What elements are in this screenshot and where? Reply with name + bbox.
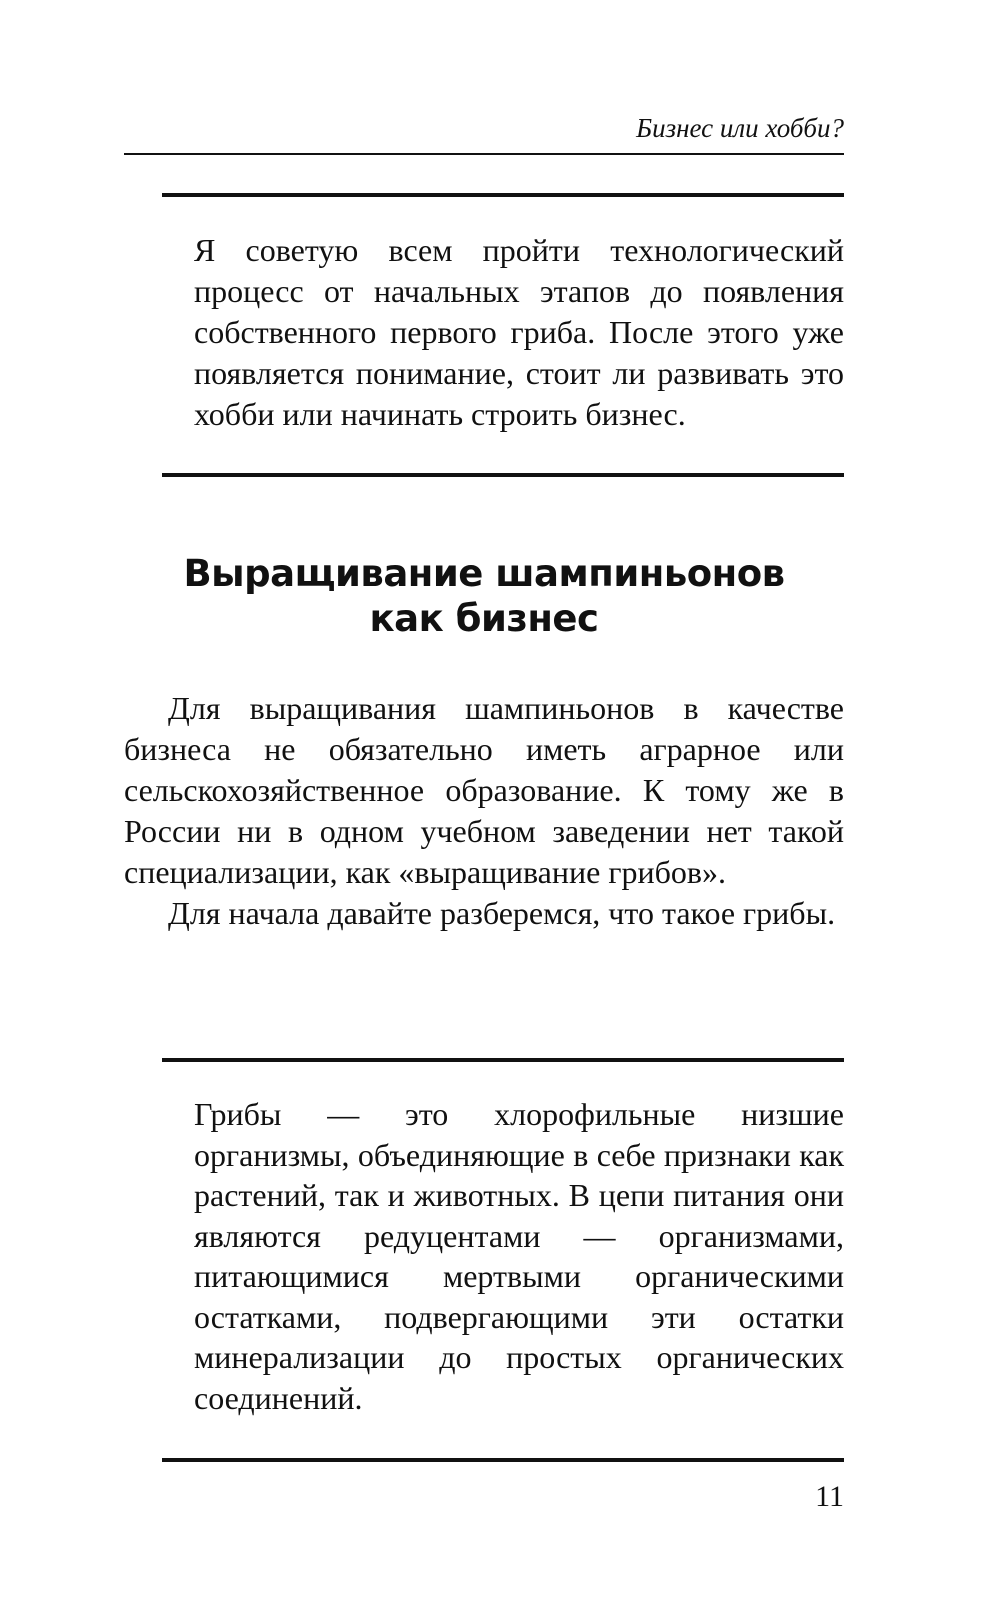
callout-top-text: Я советую всем пройти технологический процесс от начальных этапов до появления собственного первого гриба. После этого уже появляется понимание, стоит ли развивать это хобби или начинать строить бизнес.: [194, 232, 844, 432]
callout-bottom-rule-lower: [162, 1458, 844, 1462]
section-heading: [124, 551, 844, 641]
body-paragraph-2: Для начала давайте разберемся, что такое грибы.: [168, 895, 836, 931]
callout-bottom-text: Грибы — это хлорофильные низшие организмы, объединяющие в себе признаки как растений, так и животных. В цепи питания они являются редуцентами — организмами, питающимися мертвыми органическими остатками, подвергающими эти остатки минерализации до простых органических соединений.: [194, 1096, 844, 1416]
callout-top-rule-lower: [162, 473, 844, 477]
section-heading-line-2: как бизнес: [369, 597, 599, 640]
page-number: 11: [815, 1480, 844, 1513]
section-body: [124, 688, 844, 934]
callout-bottom: [194, 1094, 844, 1418]
running-head: Бизнес или хобби?: [636, 113, 844, 143]
callout-top: [194, 230, 844, 435]
callout-bottom-rule-upper: [162, 1058, 844, 1062]
callout-top-rule-upper: [162, 193, 844, 197]
header-rule: [124, 153, 844, 155]
section-heading-line-1: Выращивание шампиньонов: [183, 552, 785, 595]
body-paragraph-1: Для выращивания шампиньонов в качестве бизнеса не обязательно иметь аграрное или сельскохозяйственное образование. К тому же в России ни в одном учебном заведении нет такой специализации, как «выращивание грибов».: [124, 690, 844, 890]
